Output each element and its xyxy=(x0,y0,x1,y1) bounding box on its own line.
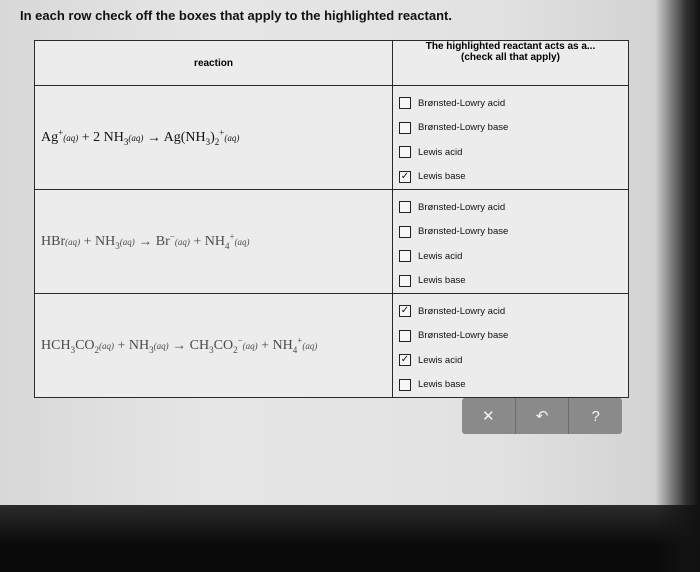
undo-icon: ↶ xyxy=(535,408,549,425)
checkbox[interactable] xyxy=(399,146,411,158)
undo-button[interactable] xyxy=(516,398,570,434)
options-cell-1 xyxy=(393,86,629,190)
reaction-equation-1: Ag+(aq) + 2 $NH_3(aq) \to Ag(NH_3)_2^+(aq)$ xyxy=(35,86,393,190)
option-bronsted-acid[interactable]: Brønsted-Lowry acid xyxy=(399,195,628,220)
acts-as-column-header xyxy=(393,41,629,86)
product-1: $Ag(NH_3)_2^+(aq)$ xyxy=(163,127,240,148)
checkbox[interactable] xyxy=(399,97,411,109)
arrow-icon: → xyxy=(172,338,187,354)
table-row xyxy=(35,294,629,398)
help-button[interactable] xyxy=(569,398,622,434)
product-2: $NH_4^+(aq)$ xyxy=(272,335,318,356)
option-bronsted-acid[interactable]: ✓ Brønsted-Lowry acid xyxy=(400,305,506,317)
acts-as-subtitle: (check all that apply) xyxy=(461,52,560,63)
arrow-icon: → xyxy=(146,130,161,146)
option-lewis-base[interactable]: Lewis base xyxy=(399,269,628,294)
table-row xyxy=(35,86,629,190)
option-bronsted-base[interactable]: Brønsted-Lowry base xyxy=(399,220,628,245)
highlighted-reactant: $HCH_3CO_2(aq)$ xyxy=(41,338,115,356)
product-1: Br−(aq) xyxy=(155,231,190,250)
checkbox[interactable] xyxy=(399,226,411,238)
options-cell-3 xyxy=(393,294,629,398)
checkbox[interactable] xyxy=(399,201,411,213)
options-cell-2 xyxy=(393,190,629,294)
option-lewis-base[interactable]: Lewis base xyxy=(399,373,628,398)
option-lewis-acid[interactable]: Lewis acid xyxy=(399,140,628,165)
checkbox[interactable] xyxy=(399,122,411,134)
product-1: $CH_3CO_2^-(aq)$ xyxy=(189,335,258,356)
instruction-text: In each row check off the boxes that apply to the highlighted reactant. xyxy=(20,8,452,23)
reactant-2: $NH_3(aq)$ xyxy=(128,338,169,356)
product-2: $NH_4^+(aq)$ xyxy=(204,231,250,252)
highlighted-reactant: $NH_3(aq)$ xyxy=(95,234,135,252)
help-icon: ? xyxy=(591,407,600,425)
checkbox-checked[interactable]: ✓ xyxy=(400,354,410,366)
acts-as-title: The highlighted reactant acts as a... xyxy=(425,41,596,52)
option-lewis-acid[interactable]: Lewis acid xyxy=(399,244,628,269)
arrow-icon: → xyxy=(138,234,153,250)
close-icon: ✕ xyxy=(482,408,495,425)
highlighted-reactant: Ag+(aq) xyxy=(41,127,79,146)
table-header-row xyxy=(35,41,629,86)
option-bronsted-base[interactable]: Brønsted-Lowry base xyxy=(399,116,628,141)
option-lewis-base[interactable]: ✓ Lewis base xyxy=(400,170,466,183)
checkbox[interactable] xyxy=(399,250,411,262)
reactant-table xyxy=(34,40,629,398)
reaction-column-header: reaction xyxy=(35,41,393,86)
checkbox-checked[interactable]: ✓ xyxy=(400,305,410,317)
reactant-1: HBr(aq) xyxy=(41,234,81,250)
option-bronsted-acid[interactable]: Brønsted-Lowry acid xyxy=(399,91,628,116)
reactant-2: 2 $NH_3(aq)$ xyxy=(93,130,144,148)
checkbox[interactable] xyxy=(399,379,411,391)
screen-shadow-bottom xyxy=(0,505,700,572)
checkbox-checked[interactable]: ✓ xyxy=(400,170,410,182)
answer-toolbar xyxy=(462,398,622,434)
table-row xyxy=(35,190,629,294)
screen-shadow-right xyxy=(655,0,700,572)
reaction-equation-2: $HBr(aq) + NH_3(aq) \to Br^-(aq) + NH_4^+(aq)$ xyxy=(35,190,393,294)
option-bronsted-base[interactable]: Brønsted-Lowry base xyxy=(399,324,628,349)
option-lewis-acid[interactable]: ✓ Lewis acid xyxy=(400,354,463,366)
reaction-equation-3: $HCH_3CO_2(aq) + NH_3(aq) \to CH_3CO_2^-(aq) + NH_4^+(aq)$ xyxy=(35,294,393,398)
checkbox[interactable] xyxy=(399,275,411,287)
clear-button[interactable] xyxy=(462,398,516,434)
checkbox[interactable] xyxy=(399,330,411,342)
